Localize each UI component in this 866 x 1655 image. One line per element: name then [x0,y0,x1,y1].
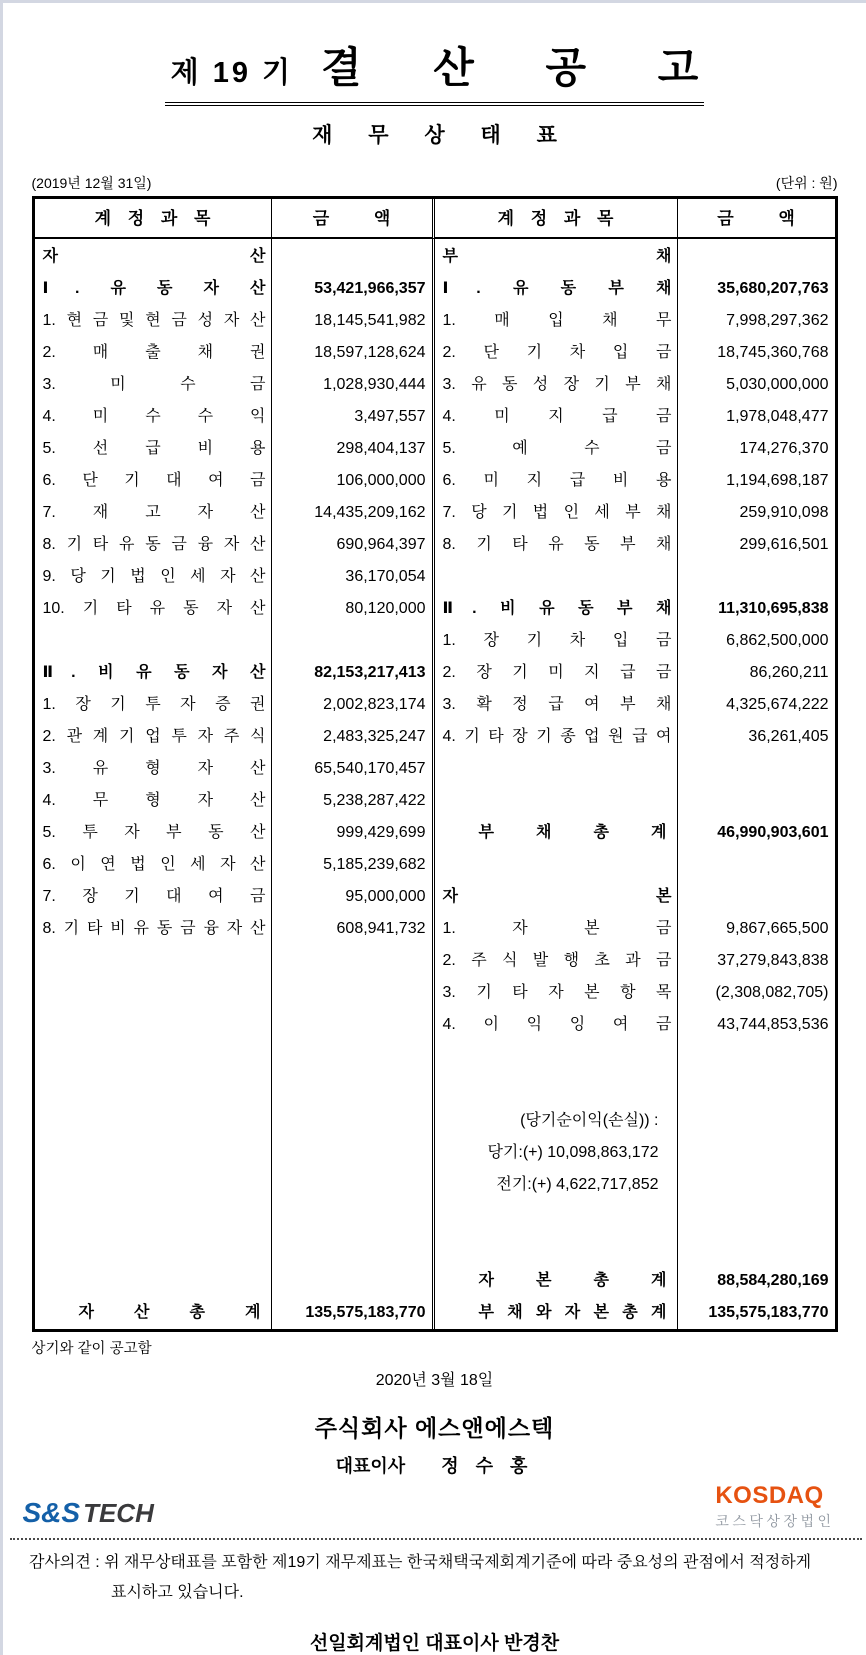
account-label: Ⅰ. 유 동 부 채 [442,280,672,297]
account-label: 전기:(+) 4,622,717,852 [496,1176,659,1193]
amount-value: 6,862,500,000 [726,632,829,649]
liabilities-equity-amount-column [678,239,835,1329]
account-label: 5. 투 자 부 동 산 [42,824,266,841]
account-label [35,1073,271,1105]
account-label [35,1041,271,1073]
account-label: 6. 이 연 법 인 세 자 산 [42,856,266,873]
amount-value [272,241,432,273]
account-label [435,1233,677,1265]
amount-value: 3,497,557 [354,408,426,425]
amount-value: 299,616,501 [739,536,829,553]
amount-value: 43,744,853,536 [717,1016,829,1033]
ceo-name: 정 수 홍 [441,1456,534,1476]
amount-value: 259,910,098 [739,504,829,521]
meta-row [32,173,838,193]
account-label: (당기순이익(손실)) : [520,1112,659,1129]
amount-value: 4,325,674,222 [726,696,829,713]
column-header-amount-left: 금 액 [272,199,435,239]
amount-value: 18,145,541,982 [314,312,426,329]
amount-value: 5,185,239,682 [323,856,426,873]
account-label: 2. 주 식 발 행 초 과 금 [442,952,672,969]
amount-value: 36,170,054 [345,568,426,585]
amount-value: 2,002,823,174 [323,696,426,713]
amount-value: 36,261,405 [748,728,829,745]
account-label: 4. 이 익 잉 여 금 [442,1016,672,1033]
account-label: 7. 당 기 법 인 세 부 채 [442,504,672,521]
amount-value [272,1073,432,1105]
kosdaq-logo-text: KOSDAQ [715,1482,824,1509]
amount-value [678,849,835,881]
account-label: 8. 기 타 유 동 부 채 [442,536,672,553]
account-label [35,1169,271,1201]
amount-value: 298,404,137 [336,440,426,457]
account-label [435,849,677,881]
audit-opinion [29,1549,866,1602]
amount-value: 18,745,360,768 [717,344,829,361]
account-label: 3. 미 수 금 [42,376,266,393]
amount-value [678,1073,835,1105]
amount-value [678,241,835,273]
account-label: 3. 유 동 성 장 기 부 채 [442,376,672,393]
account-label: 부 채 와 자 본 총 계 [478,1304,667,1321]
assets-label-column [35,239,272,1329]
amount-value: 7,998,297,362 [726,312,829,329]
amount-value [678,753,835,785]
amount-value: 5,238,287,422 [323,792,426,809]
account-label: 3. 확 정 급 여 부 채 [442,696,672,713]
amount-value: 174,276,370 [739,440,829,457]
snstech-logo-mark: S&S [22,1497,81,1528]
amount-value: 999,429,699 [336,824,426,841]
amount-value [272,1105,432,1137]
account-label [435,1201,677,1233]
account-label: 4. 기 타 장 기 종 업 원 급 여 [442,728,672,745]
amount-value [678,1201,835,1233]
amount-value: 18,597,128,624 [314,344,426,361]
amount-value [272,1201,432,1233]
amount-value [272,1233,432,1265]
account-label [435,1041,677,1073]
account-label: 3. 기 타 자 본 항 목 [442,984,672,1001]
account-label: 부 채 총 계 [478,824,667,841]
amount-value: 2,483,325,247 [323,728,426,745]
amount-value: 14,435,209,162 [314,504,426,521]
kosdaq-listed-caption: 코스닥상장법인 [715,1513,835,1529]
account-label: 자 본 총 계 [478,1272,667,1289]
amount-value [272,1137,432,1169]
account-label [35,1265,271,1297]
title-underline [165,35,729,106]
logo-row [23,1482,847,1531]
account-label [35,1137,271,1169]
account-label: 2. 장 기 미 지 급 금 [442,664,672,681]
column-header-amount-right: 금 액 [678,199,835,239]
amount-value: (2,308,082,705) [715,984,829,1001]
amount-value: 1,194,698,187 [726,472,829,489]
amount-value [678,1041,835,1073]
ceo-title: 대표이사 [335,1456,406,1476]
amount-value [678,1137,835,1169]
amount-value [272,977,432,1009]
statement-date-note: (2019년 12월 31일) [31,175,152,191]
amount-value [678,561,835,593]
account-label: 8. 기 타 유 동 금 융 자 산 [42,536,266,553]
account-label: 7. 재 고 자 산 [42,504,266,521]
account-label [35,1233,271,1265]
account-label: 5. 선 급 비 용 [42,440,266,457]
company-name: 주식회사 에스앤에스텍 [314,1415,555,1441]
amount-value: 82,153,217,413 [314,664,426,681]
account-label [435,561,677,593]
account-label: 4. 미 지 급 금 [442,408,672,425]
snstech-logo-text: TECH [83,1498,154,1528]
kosdaq-logo [715,1482,846,1531]
amount-value: 106,000,000 [336,472,426,489]
amount-value [272,1041,432,1073]
amount-value: 11,310,695,838 [718,600,829,617]
announcement-note: 상기와 같이 공고함 [31,1341,152,1357]
account-label: 1. 현 금 및 현 금 성 자 산 [42,312,266,329]
amount-value: 65,540,170,457 [314,760,426,777]
account-label: 5. 예 수 금 [442,440,672,457]
account-label: 1. 장 기 투 자 증 권 [42,696,266,713]
account-label: 1. 장 기 차 입 금 [442,632,672,649]
account-label [435,1073,677,1105]
account-label: 6. 미 지 급 비 용 [442,472,672,489]
account-label [35,625,271,657]
account-label: 2. 매 출 채 권 [42,344,266,361]
ceo-line [3,1452,866,1478]
amount-value: 88,584,280,169 [717,1272,829,1289]
amount-value [272,1265,432,1297]
amount-value [272,1009,432,1041]
amount-value [272,945,432,977]
amount-value: 608,941,732 [336,920,426,937]
statement-subtitle: 재 무 상 태 표 [312,124,572,147]
balance-sheet-table [32,196,838,1332]
account-label: 9. 당 기 법 인 세 자 산 [42,568,266,585]
fiscal-term-label: 제 19 기 [170,57,294,89]
snstech-logo [23,1497,154,1531]
account-label [435,785,677,817]
amount-value: 46,990,903,601 [717,824,829,841]
amount-value [272,1169,432,1201]
amount-value: 690,964,397 [336,536,426,553]
currency-unit-note: (단위 : 원) [775,175,838,191]
account-label: 1. 매 입 채 무 [442,312,672,329]
account-label: 2. 단 기 차 입 금 [442,344,672,361]
amount-value [272,625,432,657]
account-label [35,1009,271,1041]
liabilities-equity-label-column [435,239,678,1329]
account-label: Ⅰ. 유 동 자 산 [42,280,266,297]
account-label: 8. 기 타 비 유 동 금 융 자 산 [42,920,266,937]
column-header-account-left: 계 정 과 목 [35,199,272,239]
amount-value [678,881,835,913]
amount-value: 35,680,207,763 [717,280,829,297]
assets-amount-column [272,239,435,1329]
account-label [35,1201,271,1233]
account-label [35,1105,271,1137]
amount-value: 135,575,183,770 [305,1304,426,1321]
amount-value: 95,000,000 [345,888,426,905]
account-label [35,945,271,977]
account-label: 당기:(+) 10,098,863,172 [487,1144,659,1161]
amount-value [678,1233,835,1265]
account-label: 3. 유 형 자 산 [42,760,266,777]
account-label: 4. 무 형 자 산 [42,792,266,809]
amount-value: 1,028,930,444 [323,376,426,393]
account-label [435,753,677,785]
account-label: 6. 단 기 대 여 금 [42,472,266,489]
amount-value [678,1169,835,1201]
account-label: 자 산 [42,248,266,265]
account-label: 4. 미 수 수 익 [42,408,266,425]
account-label: Ⅱ. 비 유 동 부 채 [442,600,672,617]
account-label: Ⅱ. 비 유 동 자 산 [42,664,266,681]
account-label: 2. 관 계 기 업 투 자 주 식 [42,728,266,745]
settlement-announcement-title: 결 산 공 고 [321,44,729,91]
auditor-signature: 선일회계법인 대표이사 반경찬 [309,1633,560,1654]
account-label: 10. 기 타 유 동 자 산 [42,600,266,617]
page-title [3,35,866,106]
amount-value: 86,260,211 [749,664,829,681]
amount-value: 37,279,843,838 [717,952,829,969]
audit-opinion-line1: 감사의견 : 위 재무상태표를 포함한 제19기 재무제표는 한국채택국제회계기준에 따라 중요성의 관점에서 적정하게 [29,1554,812,1571]
amount-value [678,785,835,817]
column-header-account-right: 계 정 과 목 [435,199,678,239]
account-label: 7. 장 기 대 여 금 [42,888,266,905]
account-label [35,977,271,1009]
amount-value [678,1105,835,1137]
account-label: 자 산 총 계 [78,1304,261,1321]
account-label: 자 본 [442,888,672,905]
amount-value: 135,575,183,770 [708,1304,829,1321]
audit-opinion-line2: 표시하고 있습니다. [111,1584,244,1601]
amount-value: 80,120,000 [345,600,426,617]
amount-value: 5,030,000,000 [726,376,829,393]
amount-value: 9,867,665,500 [726,920,829,937]
dotted-divider [10,1538,862,1540]
amount-value: 53,421,966,357 [314,280,426,297]
amount-value: 1,978,048,477 [726,408,829,425]
publication-date: 2020년 3월 18일 [375,1372,494,1389]
account-label: 1. 자 본 금 [442,920,672,937]
account-label: 부 채 [442,248,672,265]
